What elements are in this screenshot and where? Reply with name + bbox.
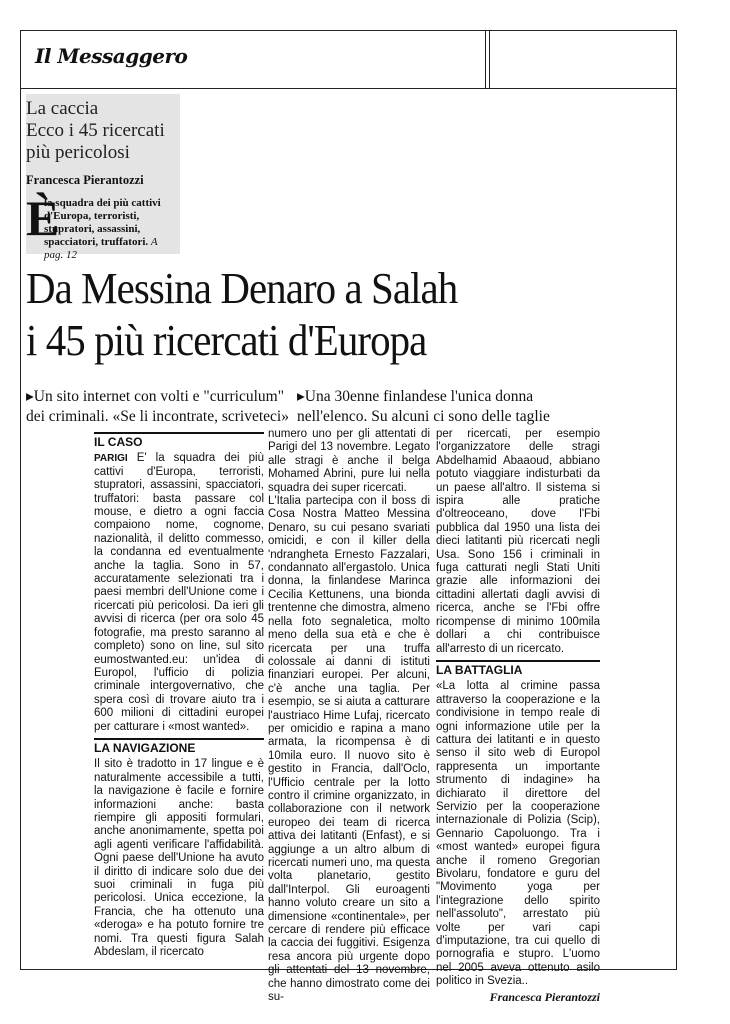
teaser-page-ref: A pag. 12 [44,236,158,261]
article-signature: Francesca Pierantozzi [489,989,600,1004]
teaser-text-block [44,197,178,262]
teaser-text: la squadra dei più cattivi d'Europa, terroristi, stupratori, assassini, spacciatori, truffatori. [44,197,161,248]
section-heading-battaglia: LA BATTAGLIA [436,660,600,677]
paragraph-4: L'Italia partecipa con il boss di Cosa Nostra Matteo Messina Denaro, su cui pesano svariati omicidi, e con il killer della 'ndrangheta Ernesto Fazzalari, condannato all'ergastolo. Unica donna, la finlandese Marinca Cecilia Kettunens, una bionda trentenne che dimostra, almeno nella foto segnaletica, molto meno della sua età e che è ricercata per una truffa colossale ai danni di istituti finanziari europei. Per alcuni, c'è anche una taglia. Per esempio, se si aiuta a catturare l'austriaco Hime Lufaj, ricercato per omicidio e rapina a mano armata, la ricompensa è di 10mila euro. Il nuovo sito è gestito in Francia, dall'Oclo, l'Ufficio centrale per la lotto contro il crimine organizzato, in collaborazione con il network europeo dei team di ricerca attiva dei latitanti (Enfast), e si aggiunge a un altro album di ricercati numeri uno, ma questa volta planetario, gestito dall'Interpol. Gli euroagenti hanno voluto creare un sito a dimensione «continentale», per cercare di rendere più efficace la caccia dei fuggitivi. Esigenza resa ancora più urgente dopo gli attentati del 13 novembre, che hanno dimostrato come dei su- [268,495,430,1004]
paragraph-2: Il sito è tradotto in 17 lingue e è naturalmente accessibile a tutti, la navigazione è facile e fornire informazioni anche: basta riempire gli appositi formulari, anche anonimamente, spetta poi agli agenti verificare l'affidabilità. Ogni paese dell'Unione ha avuto il diritto di indicare solo due dei suoi criminali in fuga più pericolosi. Unica eccezione, la Francia, che ha ottenuto una «deroga» e ha potuto fornire tre nomi. Tra questi figura Salah Abdeslam, il ricercato [94,758,264,959]
paragraph-6: «La lotta al crimine passa attraverso la cooperazione e la condivisione in tempo reale di ogni informazione utile per la cattura dei latitanti e in questo senso il sito web di Europol rappresenta un importante strumento di indagine» ha dichiarato il direttore del Servizio per la cooperazione internazionale di Polizia (Scip), Gennario Capoluongo. Tra i «most wanted» europei figura anche il romeno Gregorian Bivolaru, fondatore e guru del "Movimento yoga per l'integrazione dello spirito nell'assoluto", arrestato più volte per vari capi d'imputazione, tra cui quello di pornografia e stupro. L'uomo nel 2005 aveva ottenuto asilo politico in Svezia.. [436,680,600,988]
header-divider [20,88,677,89]
paragraph-3: numero uno per gli attentati di Parigi del 13 novembre. Legato alle stragi è anche il belga Mohamed Abrini, pure lui nella squadra dei super ricercati. [268,428,430,494]
teaser-title: Ecco i 45 ricercati più pericolosi [26,120,165,163]
headline-line-1: Da Messina Denaro a Salah [26,264,458,313]
subheading-1: ▸Un sito internet con volti e "curriculum" dei criminali. «Se li incontrate, scriveteci» [26,388,289,425]
article-headline [26,263,631,367]
column-3 [436,428,600,1004]
teaser-dropcap: È [26,190,60,246]
subheading-2: ▸Una 30enne finlandese l'unica donna nell'elenco. Su alcuni ci sono delle taglie [297,388,550,425]
dateline: PARIGI [94,453,128,465]
teaser-box [26,94,180,261]
paragraph-1 [94,452,264,734]
header-separator-2 [489,30,490,88]
newspaper-logo: Il Messaggero [35,44,188,68]
column-2 [268,428,430,1004]
teaser-author: Francesca Pierantozzi [26,173,144,187]
headline-line-2: i 45 più ricercati d'Europa [26,316,427,365]
paragraph-1-text: E' la squadra dei più cattivi d'Europa, terroristi, stupratori, assassini, spacciatori, truffatori: basta passare col mouse, e dietro a ogni faccia compaiono nome, cognome, nazionalità, il delitto commesso, la condanna ed eventualmente anche la taglia. Sono in 57, accuratamente selezionati tra i paesi membri dell'Unione come i ricercati più pericolosi. Da ieri gli avvisi di ricerca (per ora solo 45 fotografie, ma presto saranno al completo) sono on line, sul sito eumostwanted.eu: un'idea di Europol, l'ufficio di polizia criminale intergovernativo, che spera così di trovare aiuto tra i 600 milioni di cittadini europei per catturare i «most wanted». [94,452,264,733]
section-heading-il-caso: IL CASO [94,432,264,449]
teaser-kicker: La caccia [26,98,99,119]
column-1 [94,432,264,959]
paragraph-5: per ricercati, per esempio l'organizzatore delle stragi Abdelhamid Abaaoud, abbiano potuto viaggiare indisturbati da un paese all'altro. Il sistema si ispira alle pratiche d'oltreoceano, dove l'Fbi pubblica dal 1950 una lista dei dieci latitanti più ricercati negli Usa. Sono 156 i criminali in fuga catturati negli Stati Uniti grazie alle informazioni dei cittadini allertati dagli avvisi di ricerca, anche se l'Fbi offre ricompense di minimo 100mila dollari a chi contribuisce all'arresto di un ricercato. [436,428,600,655]
header-separator [485,30,486,88]
section-heading-navigazione: LA NAVIGAZIONE [94,738,264,755]
